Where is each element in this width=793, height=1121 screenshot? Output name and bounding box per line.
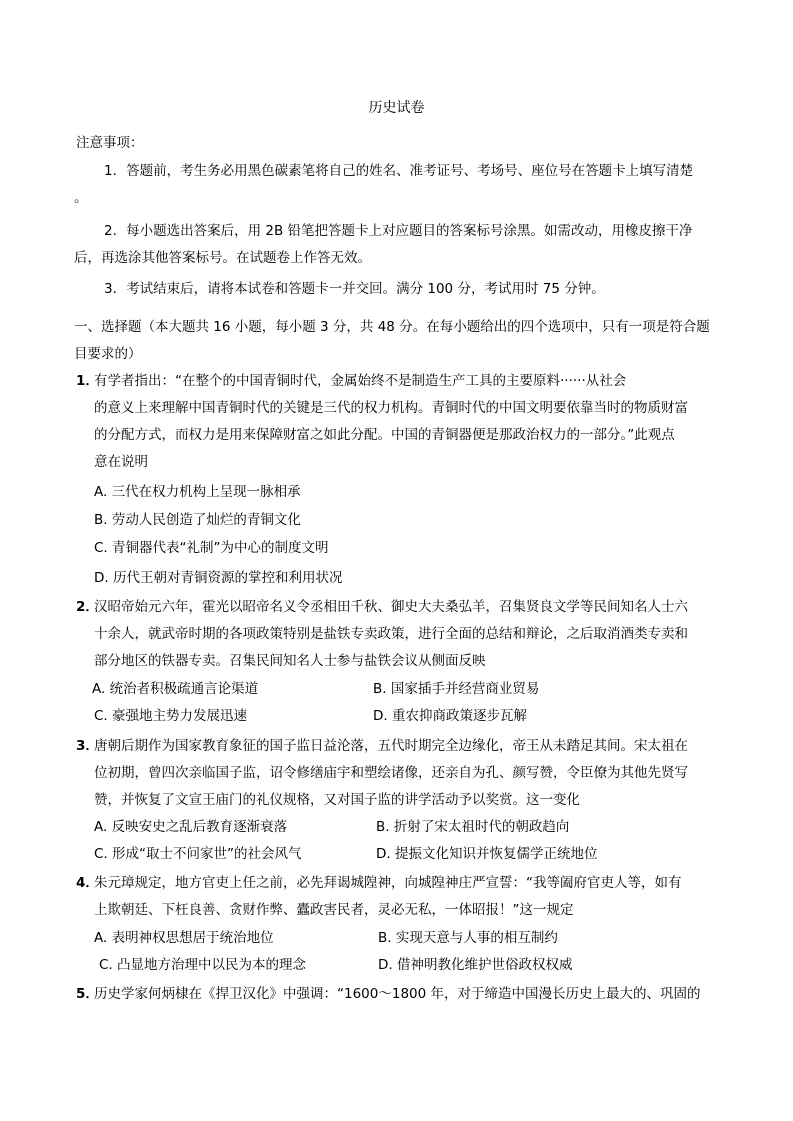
question-2-stem-line-2: 十余人，就武帝时期的各项政策特别是盐铁专卖政策，进行全面的总结和辩论，之后取消酒类专卖和 [94, 626, 688, 642]
question-1-option-c[interactable]: C. 青铜器代表“礼制”为中心的制度文明 [94, 540, 329, 556]
notice-item-1-line-2: 。 [74, 190, 88, 206]
question-1-option-d[interactable]: D. 历代王朝对青铜资源的掌控和利用状况 [94, 570, 343, 586]
question-4-option-c[interactable]: C. 凸显地方治理中以民为本的理念 [99, 957, 307, 973]
question-4-option-b[interactable]: B. 实现天意与人事的相互制约 [378, 930, 558, 946]
notice-heading: 注意事项： [76, 135, 144, 151]
question-3-stem-line-1: 唐朝后期作为国家教育象征的国子监日益沦落，五代时期完全边缘化，帝王从未踏足其间。宋太祖在 [94, 738, 688, 754]
notice-item-2-line-1: 2．每小题选出答案后，用 2B 铅笔把答题卡上对应题目的答案标号涂黑。如需改动，用橡皮擦干净 [104, 223, 693, 239]
question-1-stem-line-3: 的分配方式，而权力是用来保障财富之如此分配。中国的青铜器便是那政治权力的一部分。”此观点 [94, 427, 675, 443]
notice-item-1-line-1: 1．答题前，考生务必用黑色碳素笔将自己的姓名、准考证号、考场号、座位号在答题卡上填写清楚 [104, 163, 694, 179]
section-heading-line-1: 一、选择题（本大题共 16 小题，每小题 3 分，共 48 分。在每小题给出的四个选项中，只有一项是符合题 [74, 319, 710, 335]
question-5-stem-line-1: 历史学家何炳棣在《捍卫汉化》中强调：“1600～1800 年，对于缔造中国漫长历史上最大的、巩固的 [94, 986, 701, 1002]
question-4-number: 4． [76, 875, 99, 891]
question-1-stem-line-1: 有学者指出：“在整个的中国青铜时代，金属始终不是制造生产工具的主要原料······从社会 [94, 373, 627, 389]
question-4-option-a[interactable]: A. 表明神权思想居于统治地位 [94, 930, 274, 946]
question-1-option-a[interactable]: A. 三代在权力机构上呈现一脉相承 [94, 484, 301, 500]
notice-item-3-line-1: 3．考试结束后，请将本试卷和答题卡一并交回。满分 100 分，考试用时 75 分钟。 [104, 281, 605, 297]
section-heading-line-2: 目要求的） [74, 346, 142, 362]
question-4-stem-line-2: 上欺朝廷、下枉良善、贪财作弊、蠹政害民者，灵必无私，一体昭报！”这一规定 [94, 902, 574, 918]
question-1-option-b[interactable]: B. 劳动人民创造了灿烂的青铜文化 [94, 512, 301, 528]
question-2-stem-line-3: 部分地区的铁器专卖。召集民间知名人士参与盐铁会议从侧面反映 [94, 653, 486, 669]
question-4-option-d[interactable]: D. 借神明教化维护世俗政权权威 [378, 957, 573, 973]
question-3-stem-line-3: 赞，并恢复了文宣王庙门的礼仪规格，又对国子监的讲学活动予以奖赏。这一变化 [94, 792, 580, 808]
question-2-option-b[interactable]: B. 国家插手并经营商业贸易 [373, 681, 540, 697]
question-3-option-b[interactable]: B. 折射了宋太祖时代的朝政趋向 [376, 819, 570, 835]
question-3-number: 3． [76, 738, 99, 754]
question-4-stem-line-1: 朱元璋规定，地方官吏上任之前，必先拜谒城隍神，向城隍神庄严宣誓：“我等阖府官吏人等，如有 [94, 875, 682, 891]
question-1-stem-line-4: 意在说明 [94, 454, 148, 470]
question-2-stem-line-1: 汉昭帝始元六年，霍光以昭帝名义令丞相田千秋、御史大夫桑弘羊，召集贤良文学等民间知名人士六 [94, 599, 688, 615]
question-2-number: 2． [76, 599, 99, 615]
question-1-stem-line-2: 的意义上来理解中国青铜时代的关键是三代的权力机构。青铜时代的中国文明要依靠当时的物质财富 [94, 400, 688, 416]
question-5-number: 5． [76, 986, 99, 1002]
page-title: 历史试卷 [368, 100, 425, 116]
question-3-stem-line-2: 位初期，曾四次亲临国子监，诏令修缮庙宇和塑绘诸像，还亲自为孔、颜写赞，令臣僚为其他先贤写 [94, 765, 688, 781]
question-2-option-c[interactable]: C. 豪强地主势力发展迅速 [94, 708, 248, 724]
notice-item-2-line-2: 后，再选涂其他答案标号。在试题卷上作答无效。 [74, 250, 371, 266]
question-3-option-c[interactable]: C. 形成“取士不问家世”的社会风气 [94, 846, 302, 862]
question-1-number: 1． [76, 373, 99, 389]
question-3-option-d[interactable]: D. 提振文化知识并恢复儒学正统地位 [376, 846, 598, 862]
question-3-option-a[interactable]: A. 反映安史之乱后教育逐渐衰落 [94, 819, 288, 835]
question-2-option-a[interactable]: A. 统治者积极疏通言论渠道 [92, 681, 259, 697]
question-2-option-d[interactable]: D. 重农抑商政策逐步瓦解 [373, 708, 527, 724]
